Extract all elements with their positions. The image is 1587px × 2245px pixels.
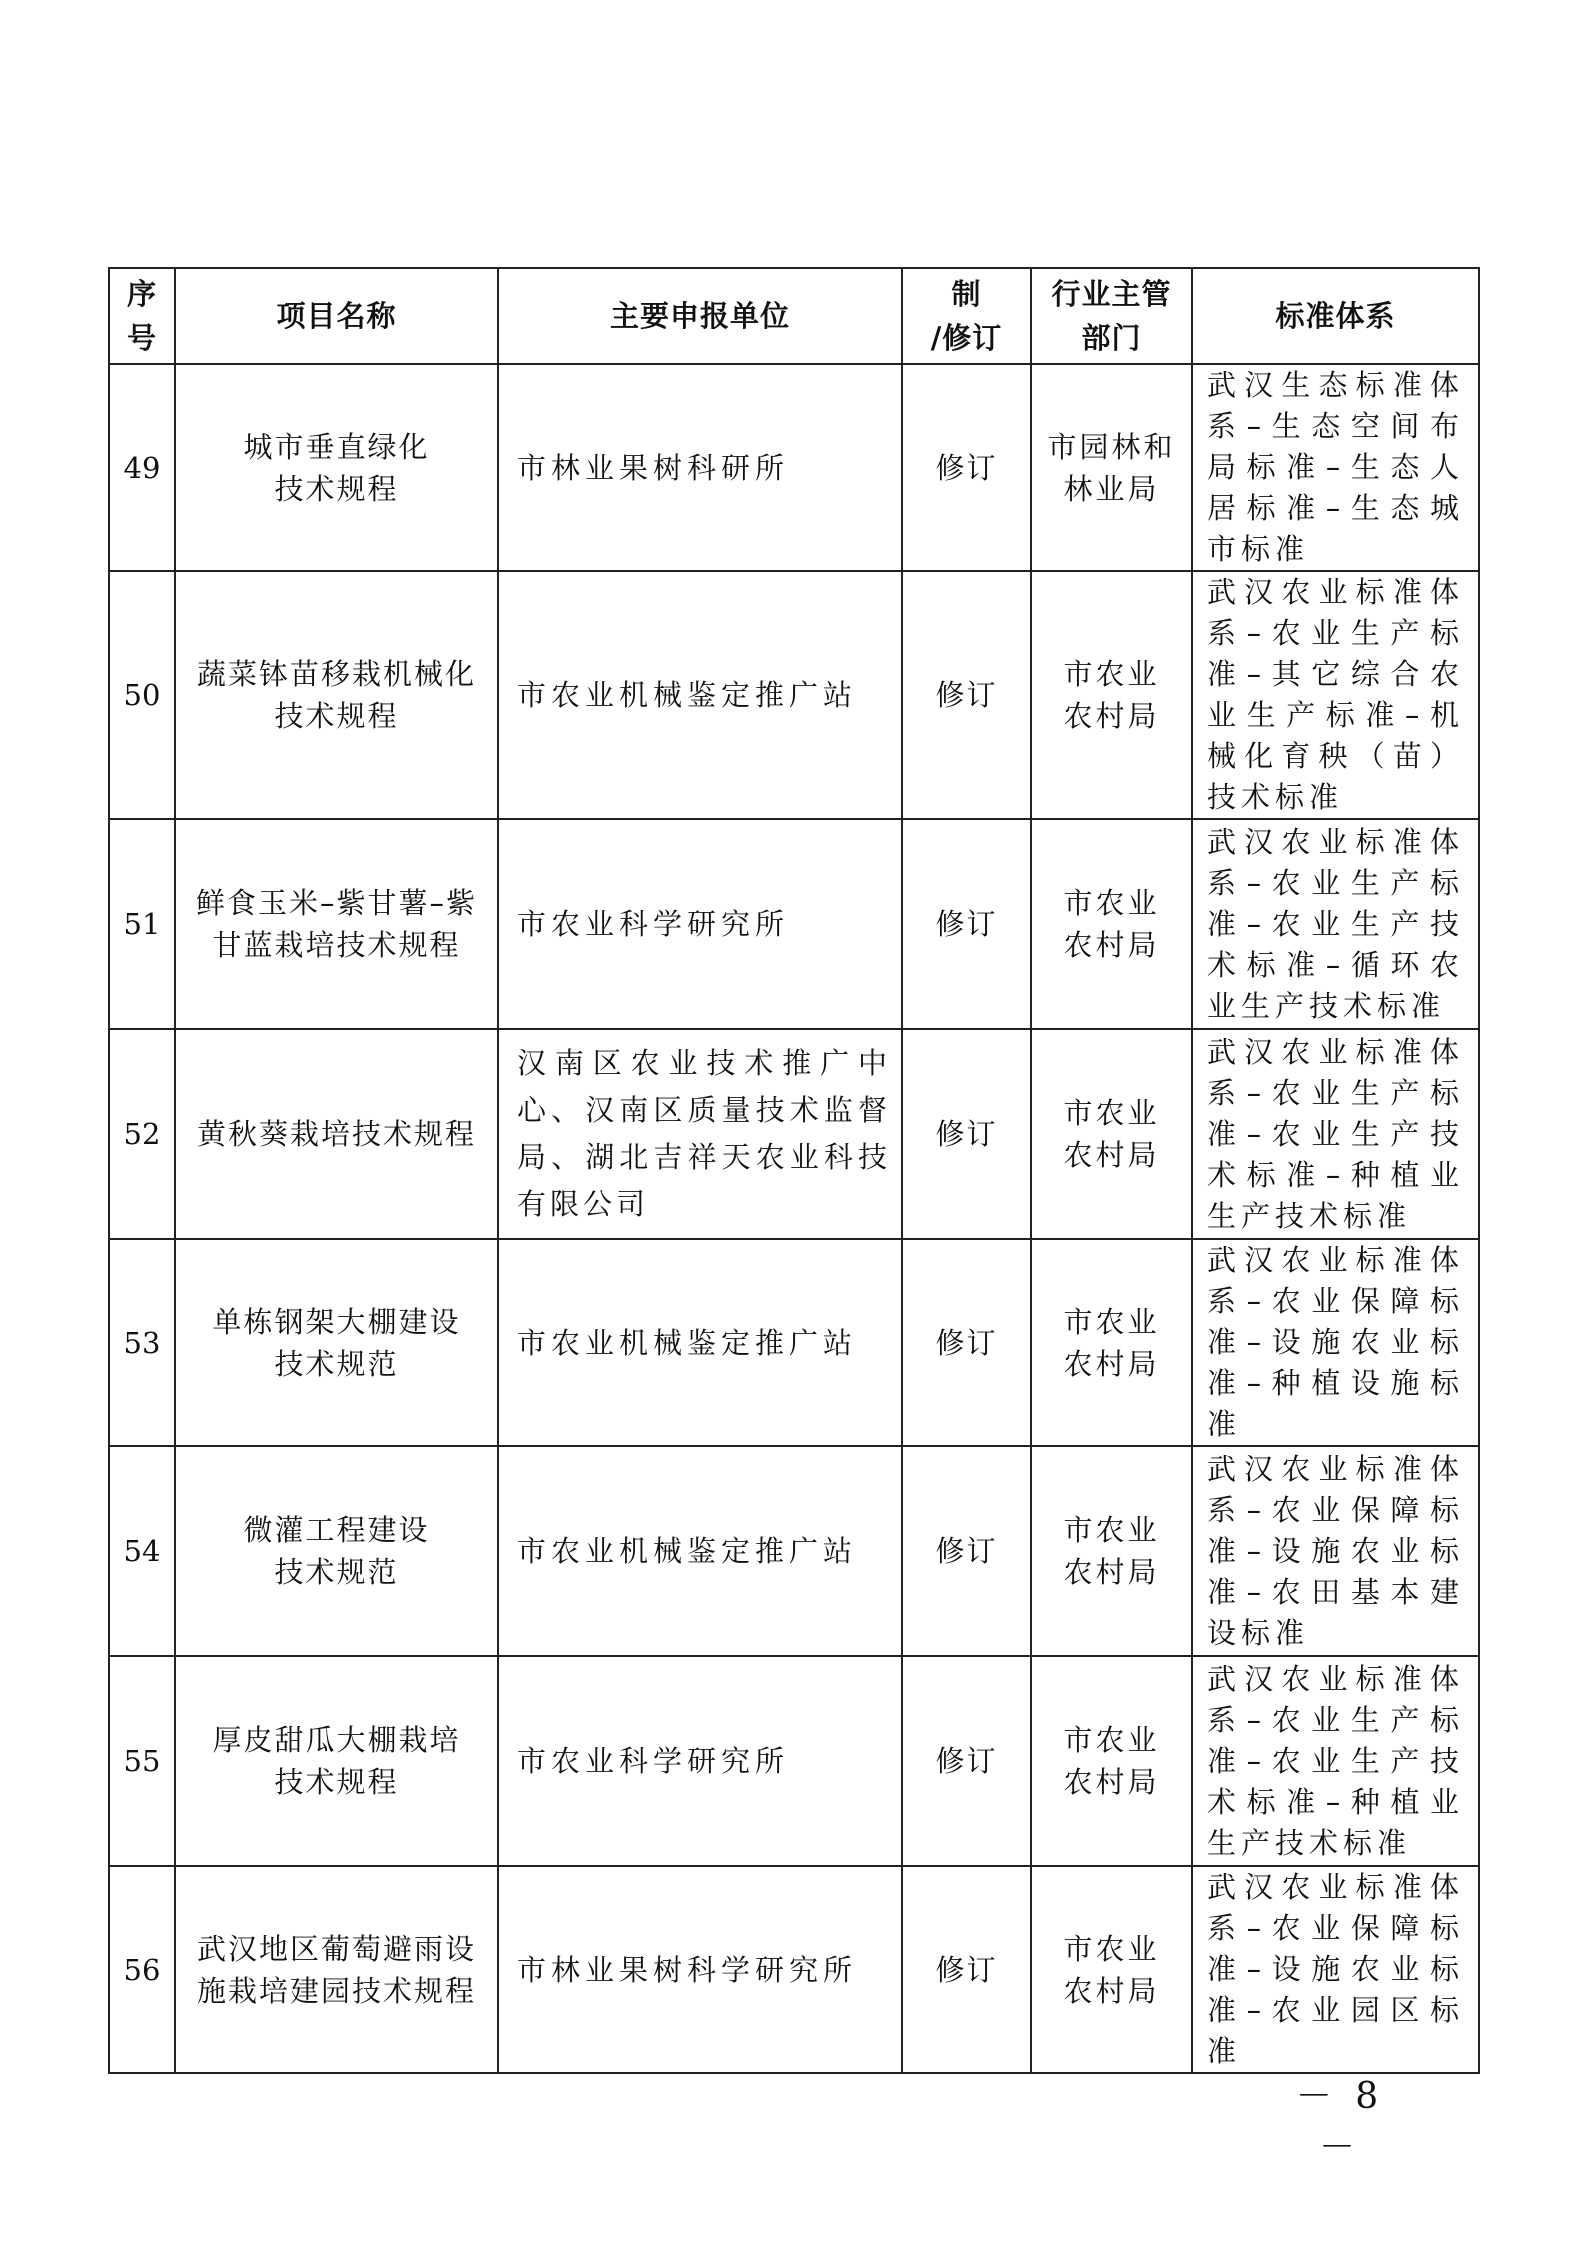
header-type-line: /修订 xyxy=(930,321,1003,355)
department xyxy=(1031,1866,1192,2073)
department xyxy=(1031,1239,1192,1446)
project-name-line: 施栽培建园技术规程 xyxy=(196,1973,476,2008)
applicant-org: 市农业机械鉴定推广站 xyxy=(498,1239,902,1446)
department xyxy=(1031,364,1192,571)
project-name xyxy=(175,1239,498,1446)
department xyxy=(1031,819,1192,1029)
header-type-line: 制 xyxy=(951,277,982,311)
project-name-line: 技术规程 xyxy=(274,1765,399,1799)
table-row xyxy=(109,1446,1479,1656)
revision-type: 修订 xyxy=(902,1446,1031,1656)
header-dept xyxy=(1031,268,1192,364)
applicant-org: 市林业果树科研所 xyxy=(498,364,902,571)
standard-system: 武汉农业标准体系–农业生产标准–农业生产技术标准–种植业生产技术标准 xyxy=(1192,1029,1479,1239)
department xyxy=(1031,1656,1192,1866)
department-line: 市园林和 xyxy=(1047,429,1176,464)
project-name-line: 鲜食玉米–紫甘薯–紫 xyxy=(195,886,477,920)
department-line: 市农业 xyxy=(1063,1931,1160,1966)
table-row xyxy=(109,364,1479,571)
header-system: 标准体系 xyxy=(1192,268,1479,364)
project-name-line: 技术规范 xyxy=(274,1346,399,1381)
department xyxy=(1031,571,1192,819)
project-name-line: 蔬菜钵苗移栽机械化 xyxy=(196,657,476,691)
row-number: 56 xyxy=(109,1866,175,2073)
revision-type: 修订 xyxy=(902,571,1031,819)
project-name-line: 技术规程 xyxy=(274,699,399,733)
department-line: 市农业 xyxy=(1063,657,1160,691)
department-line: 市农业 xyxy=(1063,1096,1160,1130)
standard-system: 武汉农业标准体系–农业生产标准–其它综合农业生产标准–机械化育秧（苗）技术标准 xyxy=(1192,571,1479,819)
department-line: 农村局 xyxy=(1063,1973,1160,2008)
department-line: 市农业 xyxy=(1063,886,1160,920)
header-row xyxy=(109,268,1479,364)
header-type xyxy=(902,268,1031,364)
project-name-line: 武汉地区葡萄避雨设 xyxy=(196,1931,476,1966)
header-no-line: 序 xyxy=(126,277,157,311)
department xyxy=(1031,1446,1192,1656)
header-name: 项目名称 xyxy=(175,268,498,364)
standard-system: 武汉农业标准体系–农业生产标准–农业生产技术标准–种植业生产技术标准 xyxy=(1192,1656,1479,1866)
department-line: 农村局 xyxy=(1063,1346,1160,1381)
department-line: 市农业 xyxy=(1063,1513,1160,1547)
standards-table xyxy=(108,267,1480,2074)
project-name-line: 甘蓝栽培技术规程 xyxy=(212,928,461,962)
table-row xyxy=(109,819,1479,1029)
project-name xyxy=(175,819,498,1029)
project-name-line: 技术规程 xyxy=(274,471,399,506)
revision-type: 修订 xyxy=(902,1029,1031,1239)
applicant-org: 市农业科学研究所 xyxy=(498,1656,902,1866)
applicant-org: 市农业机械鉴定推广站 xyxy=(498,1446,902,1656)
department-line: 林业局 xyxy=(1063,471,1160,506)
standard-system: 武汉农业标准体系–农业保障标准–设施农业标准–种植设施标准 xyxy=(1192,1239,1479,1446)
revision-type: 修订 xyxy=(902,364,1031,571)
project-name xyxy=(175,1446,498,1656)
project-name-line: 城市垂直绿化 xyxy=(243,429,430,464)
revision-type: 修订 xyxy=(902,819,1031,1029)
row-number: 53 xyxy=(109,1239,175,1446)
project-name-line: 厚皮甜瓜大棚栽培 xyxy=(212,1723,461,1757)
department xyxy=(1031,1029,1192,1239)
row-number: 51 xyxy=(109,819,175,1029)
header-no xyxy=(109,268,175,364)
project-name-line: 单栋钢架大棚建设 xyxy=(212,1304,461,1339)
applicant-org: 市林业果树科学研究所 xyxy=(498,1866,902,2073)
revision-type: 修订 xyxy=(902,1239,1031,1446)
revision-type: 修订 xyxy=(902,1866,1031,2073)
department-line: 农村局 xyxy=(1063,1765,1160,1799)
project-name xyxy=(175,364,498,571)
header-dept-line: 部门 xyxy=(1081,321,1142,355)
standard-system: 武汉生态标准体系–生态空间布局标准–生态人居标准–生态城市标准 xyxy=(1192,364,1479,571)
row-number: 50 xyxy=(109,571,175,819)
row-number: 52 xyxy=(109,1029,175,1239)
department-line: 农村局 xyxy=(1063,1138,1160,1172)
page-number: － 8 － xyxy=(1295,2076,1385,2168)
table-row xyxy=(109,571,1479,819)
project-name-line: 技术规范 xyxy=(274,1555,399,1589)
standard-system: 武汉农业标准体系–农业生产标准–农业生产技术标准–循环农业生产技术标准 xyxy=(1192,819,1479,1029)
standard-system: 武汉农业标准体系–农业保障标准–设施农业标准–农田基本建设标准 xyxy=(1192,1446,1479,1656)
department-line: 市农业 xyxy=(1063,1304,1160,1339)
row-number: 54 xyxy=(109,1446,175,1656)
project-name xyxy=(175,1656,498,1866)
project-name-line: 黄秋葵栽培技术规程 xyxy=(196,1117,476,1151)
department-line: 农村局 xyxy=(1063,928,1160,962)
project-name xyxy=(175,1029,498,1239)
standard-system: 武汉农业标准体系–农业保障标准–设施农业标准–农业园区标准 xyxy=(1192,1866,1479,2073)
department-line: 农村局 xyxy=(1063,1555,1160,1589)
applicant-org: 汉南区农业技术推广中心、汉南区质量技术监督局、湖北吉祥天农业科技有限公司 xyxy=(498,1029,902,1239)
table-row xyxy=(109,1029,1479,1239)
header-no-line: 号 xyxy=(126,321,157,355)
header-org: 主要申报单位 xyxy=(498,268,902,364)
table-row xyxy=(109,1656,1479,1866)
row-number: 55 xyxy=(109,1656,175,1866)
project-name-line: 微灌工程建设 xyxy=(243,1513,430,1547)
applicant-org: 市农业机械鉴定推广站 xyxy=(498,571,902,819)
department-line: 农村局 xyxy=(1063,699,1160,733)
revision-type: 修订 xyxy=(902,1656,1031,1866)
header-dept-line: 行业主管 xyxy=(1051,277,1172,311)
department-line: 市农业 xyxy=(1063,1723,1160,1757)
table-row xyxy=(109,1239,1479,1446)
row-number: 49 xyxy=(109,364,175,571)
table-row xyxy=(109,1866,1479,2073)
project-name xyxy=(175,1866,498,2073)
applicant-org: 市农业科学研究所 xyxy=(498,819,902,1029)
project-name xyxy=(175,571,498,819)
